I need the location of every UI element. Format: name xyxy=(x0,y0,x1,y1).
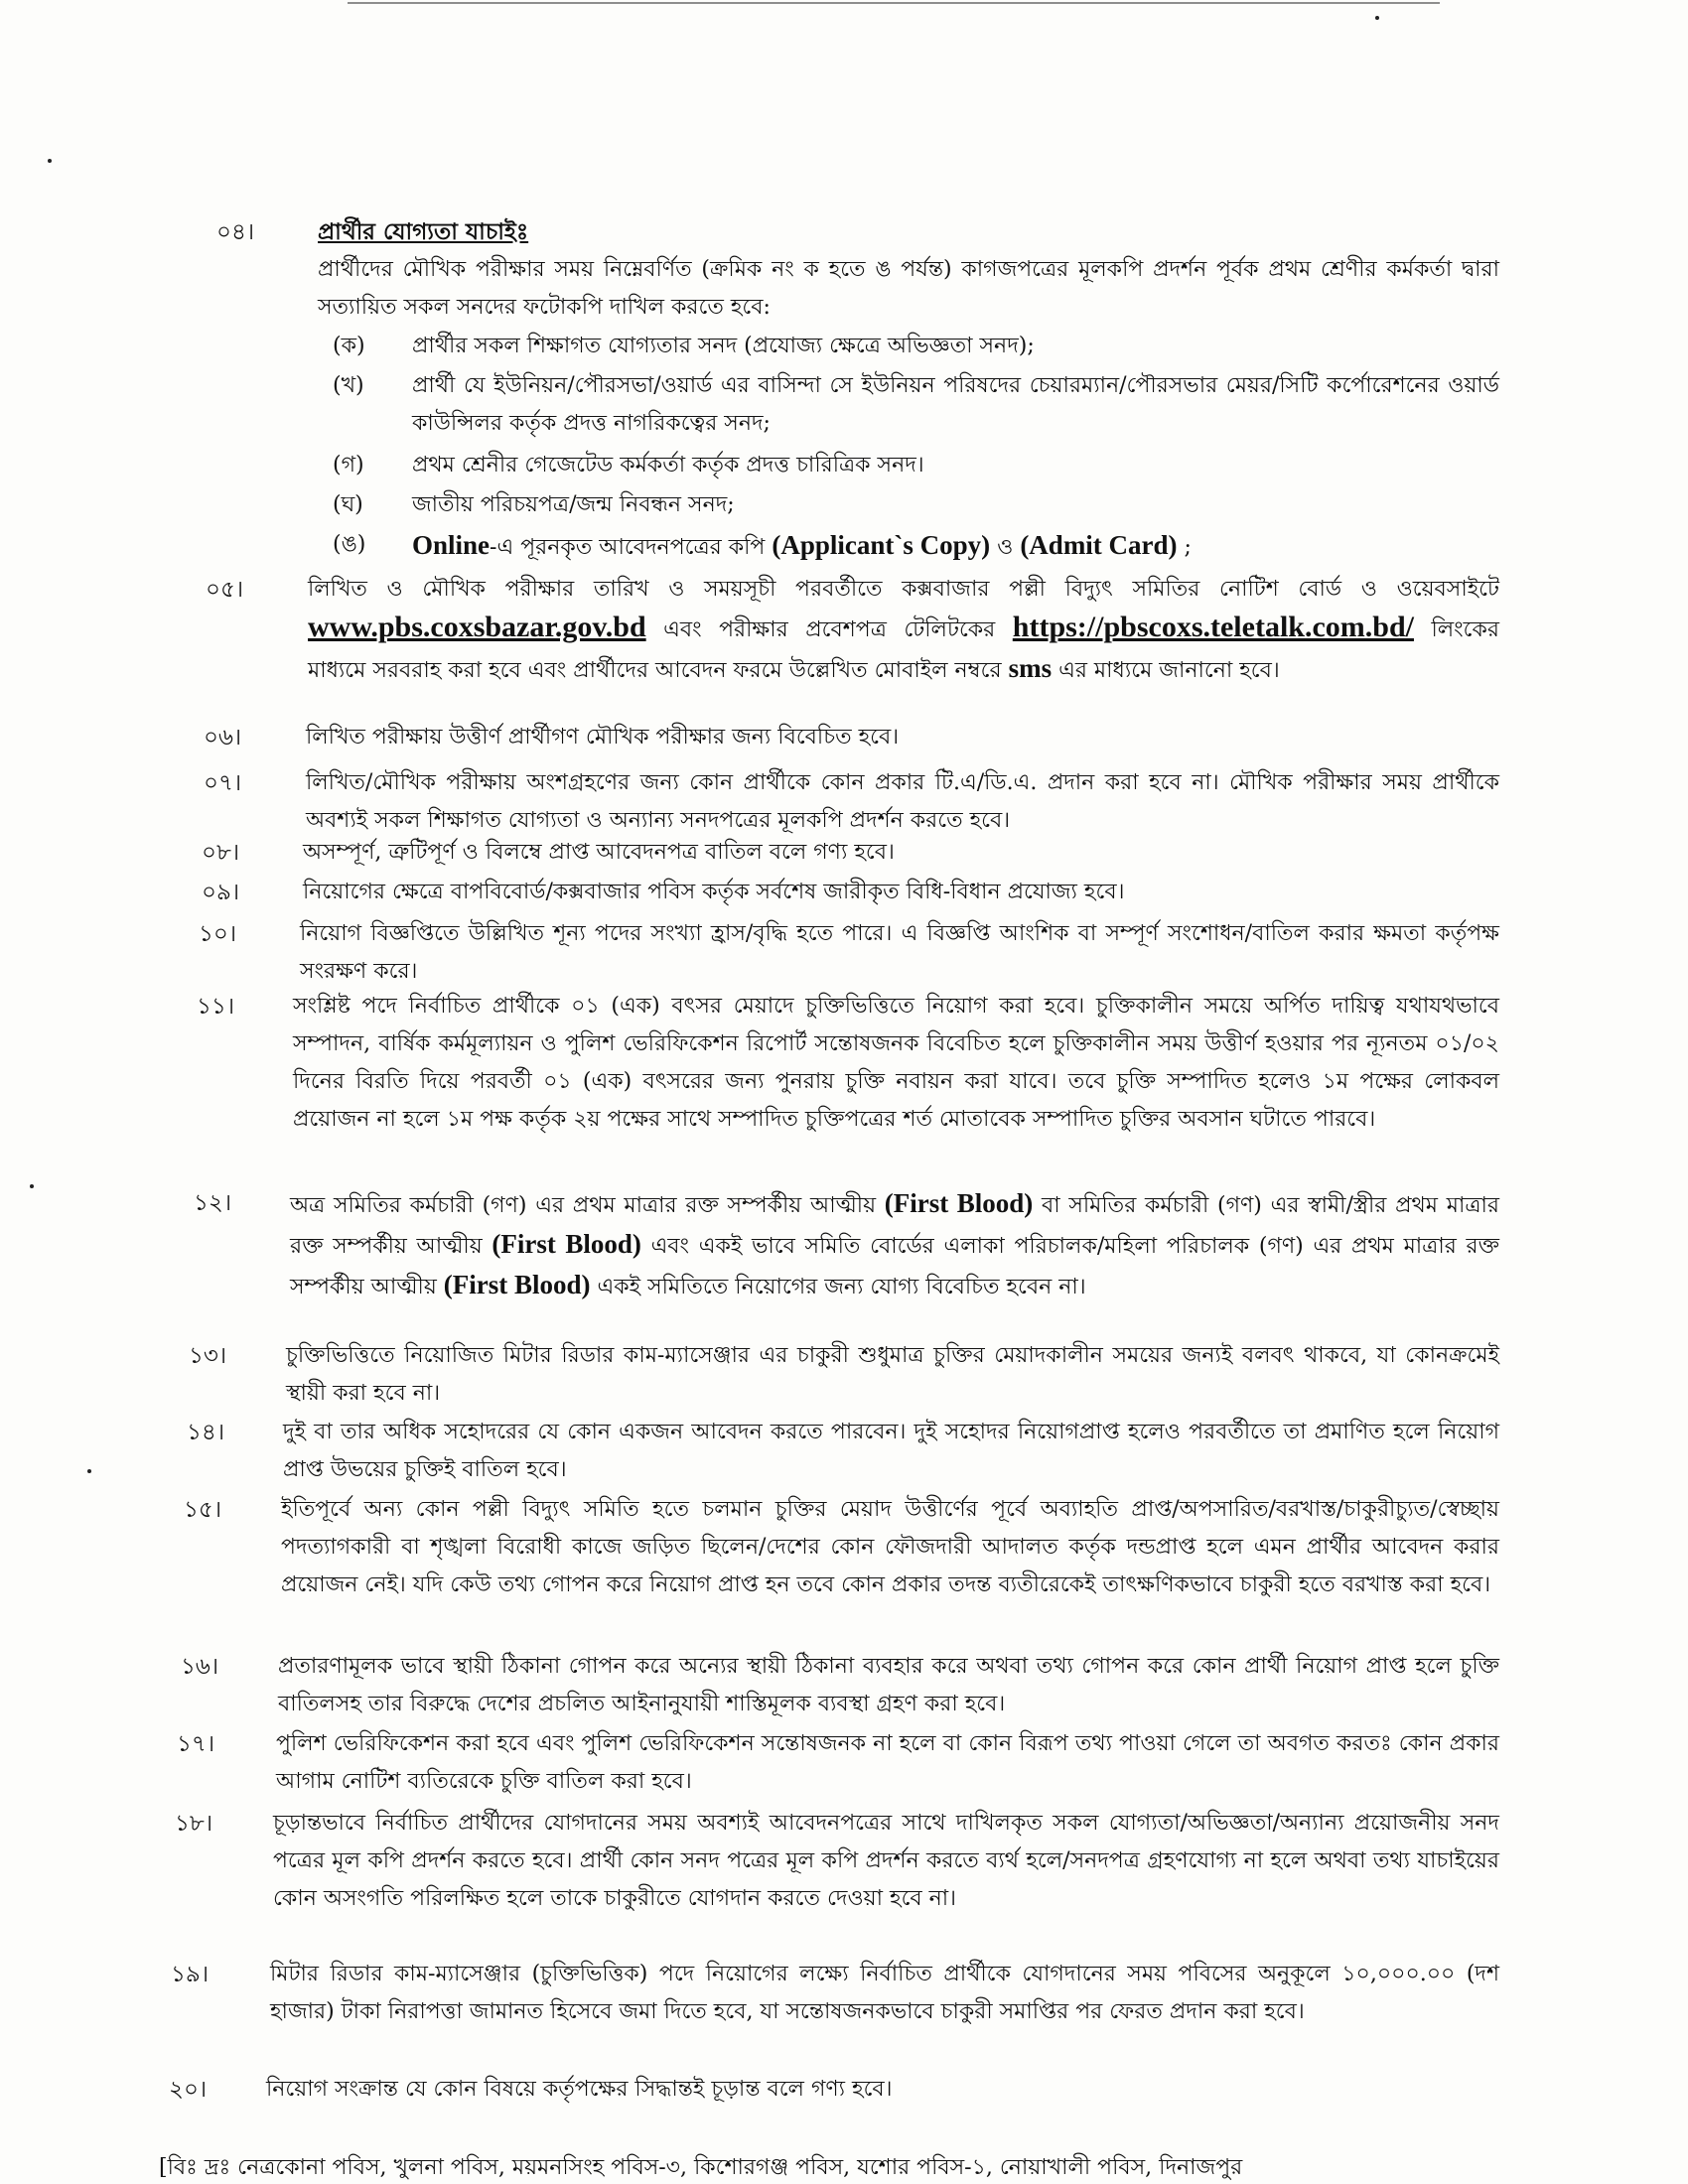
item-number: ১৮। xyxy=(175,1811,213,1837)
sms-word: sms xyxy=(1008,653,1053,683)
item-10: নিয়োগ বিজ্ঞপ্তিতে উল্লিখিত শূন্য পদের সংখ্যা হ্রাস/বৃদ্ধি হতে পারে। এ বিজ্ঞপ্তি আংশিক বা সম্পূর্ণ সংশোধন/বাতিল করার ক্ষমতা কর্তৃপক্ষ সংরক্ষণ করে। xyxy=(300,921,1499,984)
item-20: নিয়োগ সংক্রান্ত যে কোন বিষয়ে কর্তৃপক্ষের সিদ্ধান্তই চূড়ান্ত বলে গণ্য হবে। xyxy=(266,2077,893,2102)
subitem-label: (ঘ) xyxy=(333,492,363,517)
item-text: এবং একই ভাবে সমিতি বোর্ডের এলাকা পরিচালক/মহিলা পরিচালক (গণ) এর প্রথম মাত্রার রক্ত সম্পর্কীয় আত্মীয় xyxy=(290,1234,1499,1299)
item-text: প্রার্থীদের মৌখিক পরীক্ষার সময় নিম্নেবর্ণিত (ক্রমিক নং ক হতে ঙ পর্যন্ত) কাগজপত্রের মূলকপি প্রদর্শন পূর্বক প্রথম শ্রেণীর কর্মকর্তা দ্বারা সত্যায়িত সকল সনদের ফটোকপি দাখিল করতে হবে: xyxy=(318,257,1499,320)
item-08: অসম্পূর্ণ, ত্রুটিপূর্ণ ও বিলম্বে প্রাপ্ত আবেদনপত্র বাতিল বলে গণ্য হবে। xyxy=(303,840,895,865)
subitem-text xyxy=(412,526,1499,567)
item-number: ১৭। xyxy=(177,1731,215,1757)
item-number: ০৬। xyxy=(204,725,242,751)
subitem-text: প্রার্থী যে ইউনিয়ন/পৌরসভা/ওয়ার্ড এর বাসিন্দা সে ইউনিয়ন পরিষদের চেয়ারম্যান/পৌরসভার মেয়র/সিটি কর্পোরেশনের ওয়ার্ড কাউন্সিলর কর্তৃক প্রদত্ত নাগরিকত্বের সনদ; xyxy=(412,373,1499,436)
item-13: চুক্তিভিত্তিতে নিয়োজিত মিটার রিডার কাম-ম্যাসেঞ্জার এর চাকুরী শুধুমাত্র চুক্তির মেয়াদকালীন সময়ের জন্যই বলবৎ থাকবে, যা কোনক্রমেই স্থায়ী করা হবে না। xyxy=(286,1343,1499,1406)
item-text: লিখিত ও মৌখিক পরীক্ষার তারিখ ও সময়সূচী পরবর্তীতে কক্সবাজার পল্লী বিদ্যুৎ সমিতির নোটিশ বোর্ড ও ওয়েবসাইটে xyxy=(308,577,1499,602)
item-text: অত্র সমিতির কর্মচারী (গণ) এর প্রথম মাত্রার রক্ত সম্পর্কীয় আত্মীয় xyxy=(290,1193,877,1218)
item-07: লিখিত/মৌখিক পরীক্ষায় অংশগ্রহণের জন্য কোন প্রার্থীকে কোন প্রকার টি.এ/ডি.এ. প্রদান করা হবে না। মৌখিক পরীক্ষার সময় প্রার্থীকে অবশ্যই সকল শিক্ষাগত যোগ্যতা ও অন্যান্য সনদপত্রের মূলকপি প্রদর্শন করতে হবে। xyxy=(306,770,1499,833)
first-blood-term: (First Blood) xyxy=(443,1270,591,1299)
item-number: ১০। xyxy=(199,921,237,947)
item-16: প্রতারণামূলক ভাবে স্থায়ী ঠিকানা গোপন করে অন্যের স্থায়ী ঠিকানা ব্যবহার করে অথবা তথ্য গোপন করে কোন প্রার্থী নিয়োগ প্রাপ্ত হলে চুক্তি বাতিলসহ তার বিরুদ্ধে দেশের প্রচলিত আইনানুযায়ী শাস্তিমূলক ব্যবস্থা গ্রহণ করা হবে। xyxy=(278,1654,1499,1716)
footer-note: [বিঃ দ্রঃ নেত্রকোনা পবিস, খুলনা পবিস, ময়মনসিংহ পবিস-৩, কিশোরগঞ্জ পবিস, যশোর পবিস-১, নোয়াখালী পবিস, দিনাজপুর xyxy=(159,2155,1243,2180)
item-heading: প্রার্থীর যোগ্যতা যাচাইঃ xyxy=(318,218,529,245)
first-blood-term: (First Blood) xyxy=(492,1229,641,1259)
subitem-text-part: ও xyxy=(990,535,1021,560)
applicant-copy-word: (Applicant`s Copy) xyxy=(772,530,991,560)
item-19: মিটার রিডার কাম-ম্যাসেঞ্জার (চুক্তিভিত্তিক) পদে নিয়োগের লক্ষ্যে নির্বাচিত প্রার্থীকে যোগদানের সময় পবিসের অনুকূলে ১০,০০০.০০ (দশ হাজার) টাকা নিরাপত্তা জামানত হিসেবে জমা দিতে হবে, যা সন্তোষজনকভাবে চাকুরী সমাপ্তির পর ফেরত প্রদান করা হবে। xyxy=(270,1962,1499,2024)
item-12 xyxy=(290,1184,1499,1306)
teletalk-link[interactable]: https://pbscoxs.teletalk.com.bd/ xyxy=(1012,611,1414,643)
subitem-text-part: ; xyxy=(1177,535,1192,560)
item-number: ১৫। xyxy=(184,1497,222,1523)
item-text: একই সমিতিতে নিয়োগের জন্য যোগ্য বিবেচিত হবেন না। xyxy=(597,1275,1086,1299)
item-number: ০৮। xyxy=(202,840,240,866)
item-text: এর মাধ্যমে জানানো হবে। xyxy=(1058,658,1280,683)
item-17: পুলিশ ভেরিফিকেশন করা হবে এবং পুলিশ ভেরিফিকেশন সন্তোষজনক না হলে বা কোন বিরূপ তথ্য পাওয়া গেলে তা অবগত করতঃ কোন প্রকার আগাম নোটিশ ব্যতিরেকে চুক্তি বাতিল করা হবে। xyxy=(276,1731,1499,1794)
subitem-label: (ক) xyxy=(333,334,365,358)
subitem-text: প্রার্থীর সকল শিক্ষাগত যোগ্যতার সনদ (প্রযোজ্য ক্ষেত্রে অভিজ্ঞতা সনদ); xyxy=(412,334,1035,358)
admit-card-word: (Admit Card) xyxy=(1020,530,1178,560)
online-word: Online xyxy=(412,530,491,560)
item-number: ০৯। xyxy=(202,880,240,905)
item-15: ইতিপূর্বে অন্য কোন পল্লী বিদ্যুৎ সমিতি হতে চলমান চুক্তির মেয়াদ উত্তীর্ণের পূর্বে অব্যাহতি প্রাপ্ত/অপসারিত/বরখাস্ত/চাকুরীচ্যুত/স্বেচ্ছায় পদত্যাগকারী বা শৃঙ্খলা বিরোধী কাজে জড়িত ছিলেন/দেশের কোন ফৌজদারী আদালত কর্তৃক দন্ডপ্রাপ্ত হলে এমন প্রার্থীর আবেদন করার প্রয়োজন নেই। যদি কেউ তথ্য গোপন করে নিয়োগ প্রাপ্ত হন তবে কোন প্রকার তদন্ত ব্যতীরেকেই তাৎক্ষণিকভাবে চাকুরী হতে বরখাস্ত করা হবে। xyxy=(281,1497,1499,1597)
first-blood-term: (First Blood) xyxy=(884,1188,1034,1218)
subitem-label: (খ) xyxy=(333,373,364,398)
item-14: দুই বা তার অধিক সহোদরের যে কোন একজন আবেদন করতে পারবেন। দুই সহোদর নিয়োগপ্রাপ্ত হলেও পরবর্তীতে তা প্রমাণিত হলে নিয়োগ প্রাপ্ত উভয়ের চুক্তিই বাতিল হবে। xyxy=(283,1420,1499,1482)
subitem-label: (গ) xyxy=(333,453,364,478)
item-05 xyxy=(308,571,1499,690)
subitem-label: (ঙ) xyxy=(333,532,366,557)
subitem-text: প্রথম শ্রেনীর গেজেটেড কর্মকর্তা কর্তৃক প্রদত্ত চারিত্রিক সনদ। xyxy=(412,453,924,478)
item-number: ১৬। xyxy=(181,1654,219,1680)
item-number: ০৫। xyxy=(206,577,244,603)
item-09: নিয়োগের ক্ষেত্রে বাপবিবোর্ড/কক্সবাজার পবিস কর্তৃক সর্বশেষ জারীকৃত বিধি-বিধান প্রযোজ্য হবে। xyxy=(303,880,1125,904)
item-text: এবং পরীক্ষার প্রবেশপত্র টেলিটকের xyxy=(663,617,996,642)
item-text: বা সমিতির কর্মচারী (গণ) এর স্বামী/স্ত্রীর প্রথম মাত্রার রক্ত সম্পর্কীয় আত্মীয় xyxy=(290,1193,1499,1259)
website-link[interactable]: www.pbs.coxsbazar.gov.bd xyxy=(308,611,646,643)
item-18: চূড়ান্তভাবে নির্বাচিত প্রার্থীদের যোগদানের সময় অবশ্যই আবেদনপত্রের সাথে দাখিলকৃত সকল যোগ্যতা/অভিজ্ঞতা/অন্যান্য প্রয়োজনীয় সনদ পত্রের মূল কপি প্রদর্শন করতে হবে। প্রার্থী কোন সনদ পত্রের মূল কপি প্রদর্শন করতে ব্যর্থ হলে/সনদপত্র গ্রহণযোগ্য না হলে অথবা তথ্য যাচাইয়ের কোন অসংগতি পরিলক্ষিত হলে তাকে চাকুরীতে যোগদান করতে দেওয়া হবে না। xyxy=(273,1811,1499,1911)
item-number: ১৯। xyxy=(171,1962,210,1987)
item-11: সংশ্লিষ্ট পদে নির্বাচিত প্রার্থীকে ০১ (এক) বৎসর মেয়াদে চুক্তিভিত্তিতে নিয়োগ করা হবে। চুক্তিকালীন সময়ে অর্পিত দায়িত্ব যথাযথভাবে সম্পাদন, বার্ষিক কর্মমূল্যায়ন ও পুলিশ ভেরিফিকেশন রিপোর্ট সন্তোষজনক বিবেচিত হলে চুক্তিকালীন সময় উত্তীর্ণ হওয়ার পর ন্যূনতম ০১/০২ দিনের বিরতি দিয়ে পরবর্তী ০১ (এক) বৎসরের জন্য পুনরায় চুক্তি নবায়ন করা যাবে। তবে চুক্তি সম্পাদিত হলেও ১ম পক্ষের লোকবল প্রয়োজন না হলে ১ম পক্ষ কর্তৃক ২য় পক্ষের সাথে সম্পাদিত চুক্তিপত্রের শর্ত মোতাবেক সম্পাদিত চুক্তির অবসান ঘটাতে পারবে। xyxy=(293,994,1499,1132)
item-number: ১২। xyxy=(194,1190,232,1216)
item-number: ১৩। xyxy=(189,1343,227,1369)
item-number: ১৪। xyxy=(187,1420,225,1445)
item-number: ০৪। xyxy=(216,219,255,245)
item-number: ০৭। xyxy=(204,770,242,796)
item-06: লিখিত পরীক্ষায় উত্তীর্ণ প্রার্থীগণ মৌখিক পরীক্ষার জন্য বিবেচিত হবে। xyxy=(306,725,900,750)
item-text: লিংকের মাধ্যমে সরবরাহ করা হবে এবং প্রার্থীদের আবেদন ফরমে উল্লেখিত মোবাইল নম্বরে xyxy=(308,617,1499,683)
item-number: ২০। xyxy=(169,2077,208,2103)
subitem-text: জাতীয় পরিচয়পত্র/জন্ম নিবন্ধন সনদ; xyxy=(412,492,735,517)
subitem-text-part: -এ পূরনকৃত আবেদনপত্রের কপি xyxy=(490,535,773,560)
item-04 xyxy=(318,213,1499,327)
item-number: ১১। xyxy=(197,994,235,1020)
